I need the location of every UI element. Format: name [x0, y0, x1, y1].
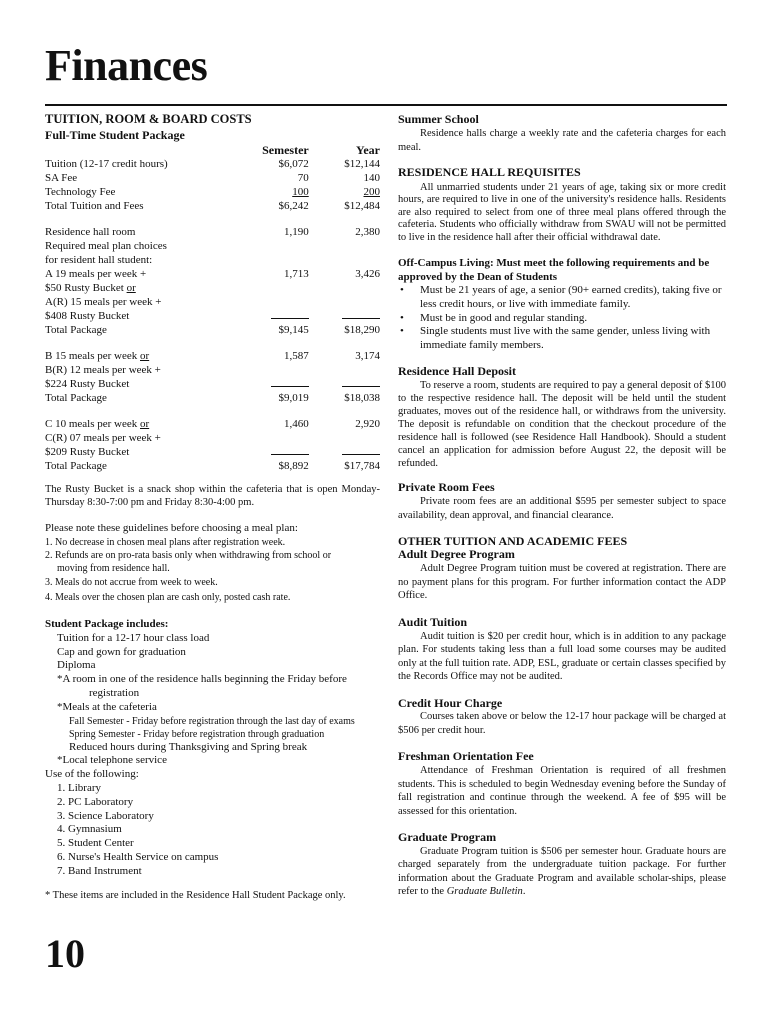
semester-value: 1,587 [283, 349, 309, 362]
year-value: $18,038 [344, 391, 380, 404]
year-value: $18,290 [344, 323, 380, 336]
other-fees-heading: OTHER TUITION AND ACADEMIC FEES [398, 533, 628, 548]
table-row [45, 225, 380, 239]
list-item: 5. Student Center [57, 837, 134, 850]
guidelines-list [45, 536, 380, 604]
list-item: 4. Meals over the chosen plan are cash only, posted cash rate. [45, 591, 291, 603]
semester-value: $6,242 [278, 199, 309, 212]
table-row [45, 185, 380, 199]
list-item: registration [89, 686, 140, 699]
sum-line [271, 377, 309, 387]
row-label: $408 Rusty Bucket [45, 309, 130, 322]
semester-value: 1,460 [283, 417, 309, 430]
list-item: 2. Refunds are on pro-rata basis only when withdrawing from school or [45, 549, 332, 561]
tuition-heading: TUITION, ROOM & BOARD COSTS [45, 112, 252, 126]
underlined-value: 200 [363, 185, 380, 198]
sum-line [342, 309, 380, 319]
graduate-text [398, 845, 726, 899]
summer-heading: Summer School [398, 112, 479, 126]
semester-value: 1,713 [283, 267, 309, 280]
costs-table [45, 143, 380, 473]
page-title: Finances [45, 41, 208, 90]
semester-value: $9,145 [278, 323, 309, 336]
row-label: C(R) 07 meals per week + [45, 431, 161, 444]
semester-value: $9,019 [278, 391, 309, 404]
list-item: *Local telephone service [57, 754, 167, 767]
left-column [45, 113, 380, 902]
table-row [45, 295, 380, 309]
table-row [45, 253, 380, 267]
list-item: • Single students must live with the same gender, unless living with immediate family members. [398, 325, 726, 353]
row-label [45, 281, 380, 295]
facilities-list [45, 782, 380, 879]
private-room-heading: Private Room Fees [398, 479, 495, 494]
credit-hour-heading: Credit Hour Charge [398, 695, 503, 710]
rule-cell [220, 309, 308, 323]
semester-value [220, 185, 308, 199]
table-row [45, 323, 380, 337]
list-item: Spring Semester - Friday before registration through graduation [69, 728, 325, 740]
semester-header: Semester [262, 142, 309, 157]
list-item: Diploma [57, 659, 96, 672]
table-row [45, 267, 380, 281]
summer-text: Residence halls charge a weekly rate and the cafeteria charges for each meal. [398, 127, 726, 153]
footnote: * These items are included in the Residence Hall Student Package only. [45, 889, 346, 901]
graduate-bulletin-ref: Graduate Bulletin [446, 886, 523, 898]
year-value: 140 [363, 171, 380, 184]
row-label: B(R) 12 meals per week + [45, 363, 161, 376]
row-label [45, 417, 220, 431]
row-label: $224 Rusty Bucket [45, 377, 130, 390]
list-item: 1. No decrease in chosen meal plans after registration week. [45, 536, 286, 548]
costs-header-row [45, 143, 380, 157]
row-label: Total Package [45, 323, 107, 336]
semester-value: $6,072 [278, 157, 309, 170]
list-item: 2. PC Laboratory [57, 795, 134, 808]
or-text: or [126, 281, 136, 294]
year-value: $12,484 [344, 199, 380, 212]
semester-value: 1,190 [283, 225, 309, 238]
table-row [45, 199, 380, 213]
list-item: *Meals at the cafeteria [57, 700, 157, 713]
deposit-heading: Residence Hall Deposit [398, 364, 516, 379]
row-label: A(R) 15 meals per week + [45, 295, 162, 308]
sum-line [342, 445, 380, 455]
deposit-text: To reserve a room, students are required to pay a general deposit of $100 to the respective residence hall. The deposit will be held until the student graduates, moves out of the residence hall, or withdraws from the university. The deposit is refundable on condition that the checkout procedure of the residence hall is followed (see Residence Hall Handbook). Should a student cancel an application for admission before August 22, the deposit will be refunded. [398, 379, 726, 469]
underlined-value: 100 [292, 185, 309, 198]
rusty-bucket-note: The Rusty Bucket is a snack shop within the cafeteria that is open Monday-Thursday 8:30-7:00 pm and Friday 8:30-4:00 pm. [45, 483, 380, 509]
use-of-label: Use of the following: [45, 768, 139, 781]
audit-heading: Audit Tuition [398, 614, 468, 629]
row-label: Total Package [45, 391, 107, 404]
list-item: 6. Nurse's Health Service on campus [57, 850, 219, 863]
year-value: 3,174 [355, 349, 380, 362]
row-label: SA Fee [45, 171, 78, 184]
list-item: 3. Meals do not accrue from week to week. [45, 576, 218, 588]
plan-text: $50 Rusty Bucket [45, 281, 127, 294]
sum-line [271, 309, 309, 319]
table-row [45, 431, 380, 445]
semester-value: $8,892 [278, 459, 309, 472]
row-label: Total Tuition and Fees [45, 199, 144, 212]
list-item: • Must be 21 years of age, a senior (90+ earned credits), taking five or less credit hours, or live with immediate family. [398, 284, 726, 312]
table-row [45, 391, 380, 405]
list-item: Fall Semester - Friday before registration through the last day of exams [69, 715, 355, 727]
title-rule [45, 104, 727, 106]
plan-text: C 10 meals per week [45, 417, 140, 430]
list-item: • Must be in good and regular standing. [398, 312, 726, 326]
requisites-text: All unmarried students under 21 years of age, taking six or more credit hours, are required to live in one of the university's residence halls. Residents are also required to select from one of three meal plans offered through the cafeteria. Students who officially withdraw from SWAU will not be permitted to live in the residence hall after their official withdrawal date. [398, 181, 726, 243]
rule-cell [309, 445, 380, 459]
sum-line [342, 377, 380, 387]
list-item: *A room in one of the residence halls beginning the Friday before [57, 673, 347, 686]
table-row [45, 445, 380, 459]
year-value: $17,784 [344, 459, 380, 472]
package-subheading: Full-Time Student Package [45, 127, 185, 142]
list-item: 1. Library [57, 781, 101, 794]
guidelines-intro: Please note these guidelines before choosing a meal plan: [45, 522, 298, 535]
list-item: 7. Band Instrument [57, 864, 142, 877]
year-value: 3,426 [355, 267, 380, 280]
table-row [45, 309, 380, 323]
list-item: Cap and gown for graduation [57, 645, 186, 658]
table-row [45, 377, 380, 391]
or-text: or [140, 417, 150, 430]
sum-line [271, 445, 309, 455]
offcampus-list [398, 284, 726, 353]
right-column [398, 113, 726, 899]
graduate-heading: Graduate Program [398, 830, 497, 845]
plan-text: B 15 meals per week [45, 349, 140, 362]
rule-cell [220, 377, 308, 391]
rule-cell [220, 445, 308, 459]
list-item: Tuition for a 12-17 hour class load [57, 631, 210, 644]
rule-cell [309, 309, 380, 323]
table-row [45, 157, 380, 171]
freshman-heading: Freshman Orientation Fee [398, 749, 534, 764]
offcampus-heading: Off-Campus Living: Must meet the following requirements and be approved by the Dean of Students [398, 257, 710, 284]
table-row [45, 239, 380, 253]
table-row [45, 281, 380, 295]
adult-degree-heading: Adult Degree Program [398, 547, 515, 562]
year-value: 2,380 [355, 225, 380, 238]
credit-hour-text: Courses taken above or below the 12-17 hour package will be charged at $506 per credit hour. [398, 711, 726, 736]
audit-text: Audit tuition is $20 per credit hour, which is in addition to any package plan. For students taking less than a full load some courses may be audited only at the full tuition rate. ADP, ESL, graduate or certain classes specified by the Records Office may not be audited. [398, 630, 726, 683]
adult-degree-text: Adult Degree Program tuition must be covered at registration. There are no payment plans for this program. For further information contact the ADP Office. [398, 563, 726, 602]
year-value: 2,920 [355, 417, 380, 430]
row-label: Residence hall room [45, 225, 136, 238]
or-text: or [140, 349, 150, 362]
list-item: 3. Science Laboratory [57, 809, 154, 822]
row-label: Technology Fee [45, 185, 116, 198]
private-room-text: Private room fees are an additional $595 per semester subject to space availability, dean approval, and financial clearance. [398, 495, 726, 521]
year-value [309, 185, 380, 199]
list-item: moving from residence hall. [57, 562, 170, 574]
semester-value: 70 [297, 171, 309, 184]
graduate-end: . [522, 886, 526, 898]
requisites-heading: RESIDENCE HALL REQUISITES [398, 164, 581, 179]
table-row [45, 459, 380, 473]
row-label: $209 Rusty Bucket [45, 445, 130, 458]
table-row [45, 349, 380, 363]
table-row [45, 171, 380, 185]
year-header: Year [356, 142, 380, 157]
year-value: $12,144 [344, 157, 380, 170]
rule-cell [309, 377, 380, 391]
table-row [45, 363, 380, 377]
row-label: Required meal plan choices [45, 239, 167, 252]
list-item: Reduced hours during Thanksgiving and Spring break [69, 740, 308, 753]
row-label: Total Package [45, 459, 107, 472]
page-number: 10 [45, 931, 85, 976]
graduate-body: Graduate Program tuition is $506 per semester hour. Graduate hours are charged separately from the undergraduate tuition package. For further information about the Graduate Program and available scholar-ships, please refer to the [398, 845, 726, 898]
row-label [45, 349, 220, 363]
freshman-text: Attendance of Freshman Orientation is required of all freshmen students. This is scheduled to begin Wednesday evening before the Sunday of fall registration and continue through the weekend. A fee of $95 will be assessed for this orientation. [398, 765, 726, 817]
row-label: for resident hall student: [45, 253, 153, 266]
includes-list [45, 632, 380, 768]
includes-heading: Student Package includes: [45, 617, 169, 630]
table-row [45, 417, 380, 431]
row-label: A 19 meals per week + [45, 267, 147, 280]
list-item: 4. Gymnasium [57, 823, 122, 836]
row-label: Tuition (12-17 credit hours) [45, 157, 168, 170]
